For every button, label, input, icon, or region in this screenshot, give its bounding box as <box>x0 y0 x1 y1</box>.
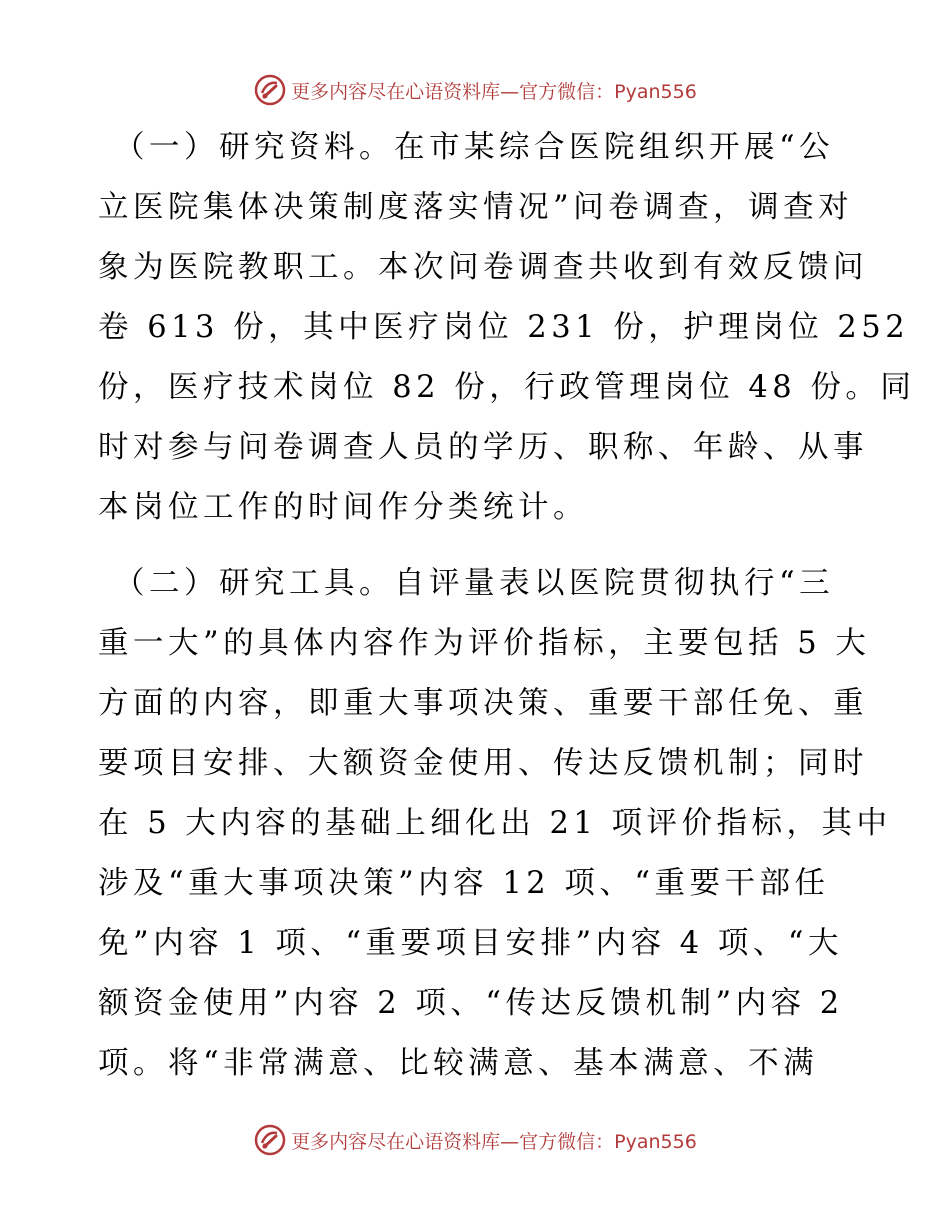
paragraph-research-materials <box>98 118 916 538</box>
text-line: 涉及“重大事项决策”内容 12 项、“重要干部任 <box>98 866 830 901</box>
hand-pen-logo-icon <box>253 73 287 107</box>
text-line: 额资金使用”内容 2 项、“传达反馈机制”内容 2 <box>98 986 844 1021</box>
text-line: 项。将“非常满意、比较满意、基本满意、不满 <box>98 1046 819 1081</box>
watermark-text: 更多内容尽在心语资料库—官方微信：Pyan556 <box>291 80 697 103</box>
header-watermark <box>0 70 950 110</box>
text-line: 卷 613 份，其中医疗岗位 231 份，护理岗位 252 <box>98 310 910 345</box>
text-line: 立医院集体决策制度落实情况”问卷调查，调查对 <box>98 190 854 225</box>
footer-watermark <box>0 1120 950 1160</box>
watermark-text: 更多内容尽在心语资料库—官方微信：Pyan556 <box>291 1130 697 1153</box>
text-line: 象为医院教职工。本次问卷调查共收到有效反馈问 <box>98 250 868 285</box>
text-line: 重一大”的具体内容作为评价指标，主要包括 5 大 <box>98 626 871 661</box>
text-line: （二）研究工具。自评量表以医院贯彻执行“三 <box>114 566 835 601</box>
text-line: 本岗位工作的时间作分类统计。 <box>98 490 588 525</box>
text-line: （一）研究资料。在市某综合医院组织开展“公 <box>114 130 835 165</box>
text-line: 时对参与问卷调查人员的学历、职称、年龄、从事 <box>98 430 868 465</box>
text-line: 方面的内容，即重大事项决策、重要干部任免、重 <box>98 686 868 721</box>
paragraph-research-tools <box>98 554 892 1094</box>
text-line: 要项目安排、大额资金使用、传达反馈机制；同时 <box>98 746 868 781</box>
text-line: 份，医疗技术岗位 82 份，行政管理岗位 48 份。同 <box>98 370 916 405</box>
hand-pen-logo-icon <box>253 1123 287 1157</box>
document-body <box>98 118 916 1094</box>
text-line: 在 5 大内容的基础上细化出 21 项评价指标，其中 <box>98 806 892 841</box>
text-line: 免”内容 1 项、“重要项目安排”内容 4 项、“大 <box>98 926 843 961</box>
